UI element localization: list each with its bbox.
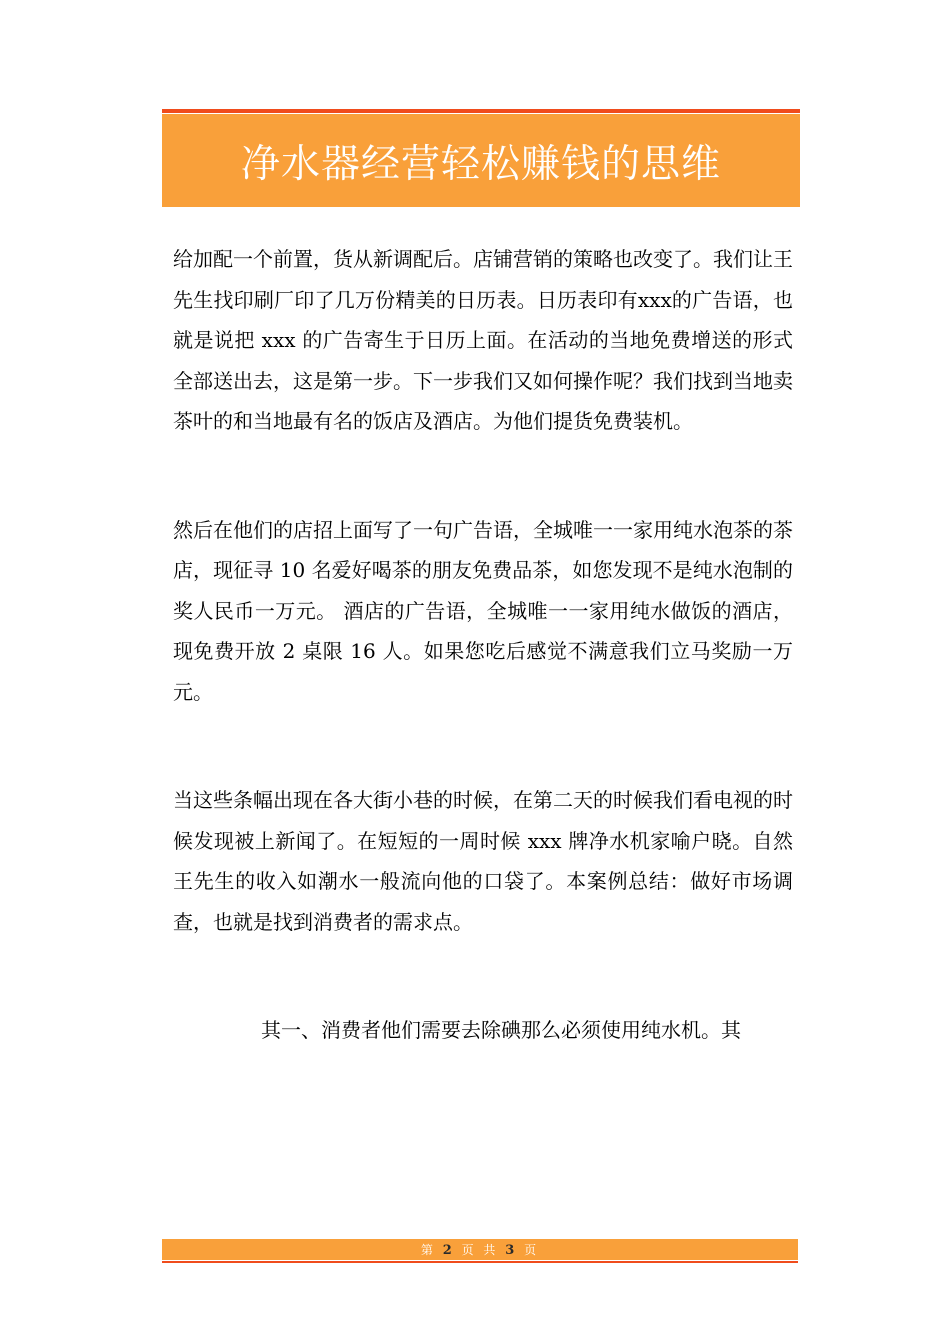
- paragraph-3: 当这些条幅出现在各大街小巷的时候，在第二天的时候我们看电视的时候发现被上新闻了。在短短的一周时候 xxx 牌净水机家喻户晓。自然王先生的收入如潮水一般流向他的口袋了。本案例总结：做好市场调查，也就是找到消费者的需求点。: [173, 788, 793, 934]
- paragraph-1: 给加配一个前置，货从新调配后。店铺营销的策略也改变了。我们让王先生找印刷厂印了几万份精美的日历表。日历表印有xxx的广告语，也就是说把 xxx 的广告寄生于日历上面。在活动的当地免费增送的形式全部送出去，这是第一步。下一步我们又如何操作呢？我们找到当地卖茶叶的和当地最有名的饭店及酒店。为他们提货免费装机。: [173, 247, 793, 433]
- page-footer: [162, 1239, 798, 1263]
- header-top-rule: [162, 109, 800, 113]
- page-label-prefix: 第: [420, 1243, 436, 1257]
- current-page-number: 2: [442, 1243, 455, 1258]
- header-band: [162, 114, 800, 207]
- document-title: 净水器经营轻松赚钱的思维: [240, 141, 721, 187]
- paragraph-gap: [173, 942, 793, 1010]
- paragraph-gap: [173, 712, 793, 780]
- paragraph-2: 然后在他们的店招上面写了一句广告语，全城唯一一家用纯水泡茶的茶店，现征寻 10 名爱好喝茶的朋友免费品茶，如您发现不是纯水泡制的奖人民币一万元。 酒店的广告语，全城唯一一家用纯水做饭的酒店，现免费开放 2 桌限 16 人。如果您吃后感觉不满意我们立马奖励一万元。: [173, 517, 793, 704]
- paragraph-4: 其一、消费者他们需要去除碘那么必须使用纯水机。其: [261, 1018, 741, 1042]
- footer-bottom-rule: [162, 1261, 798, 1263]
- page-header: [162, 109, 800, 207]
- page-number: [162, 1240, 798, 1261]
- page-label-suffix: 页: [524, 1243, 540, 1257]
- total-pages-number: 3: [505, 1243, 518, 1258]
- paragraph-gap: [173, 442, 793, 510]
- document-body: [173, 239, 793, 1051]
- page-label-mid: 页 共: [461, 1243, 499, 1257]
